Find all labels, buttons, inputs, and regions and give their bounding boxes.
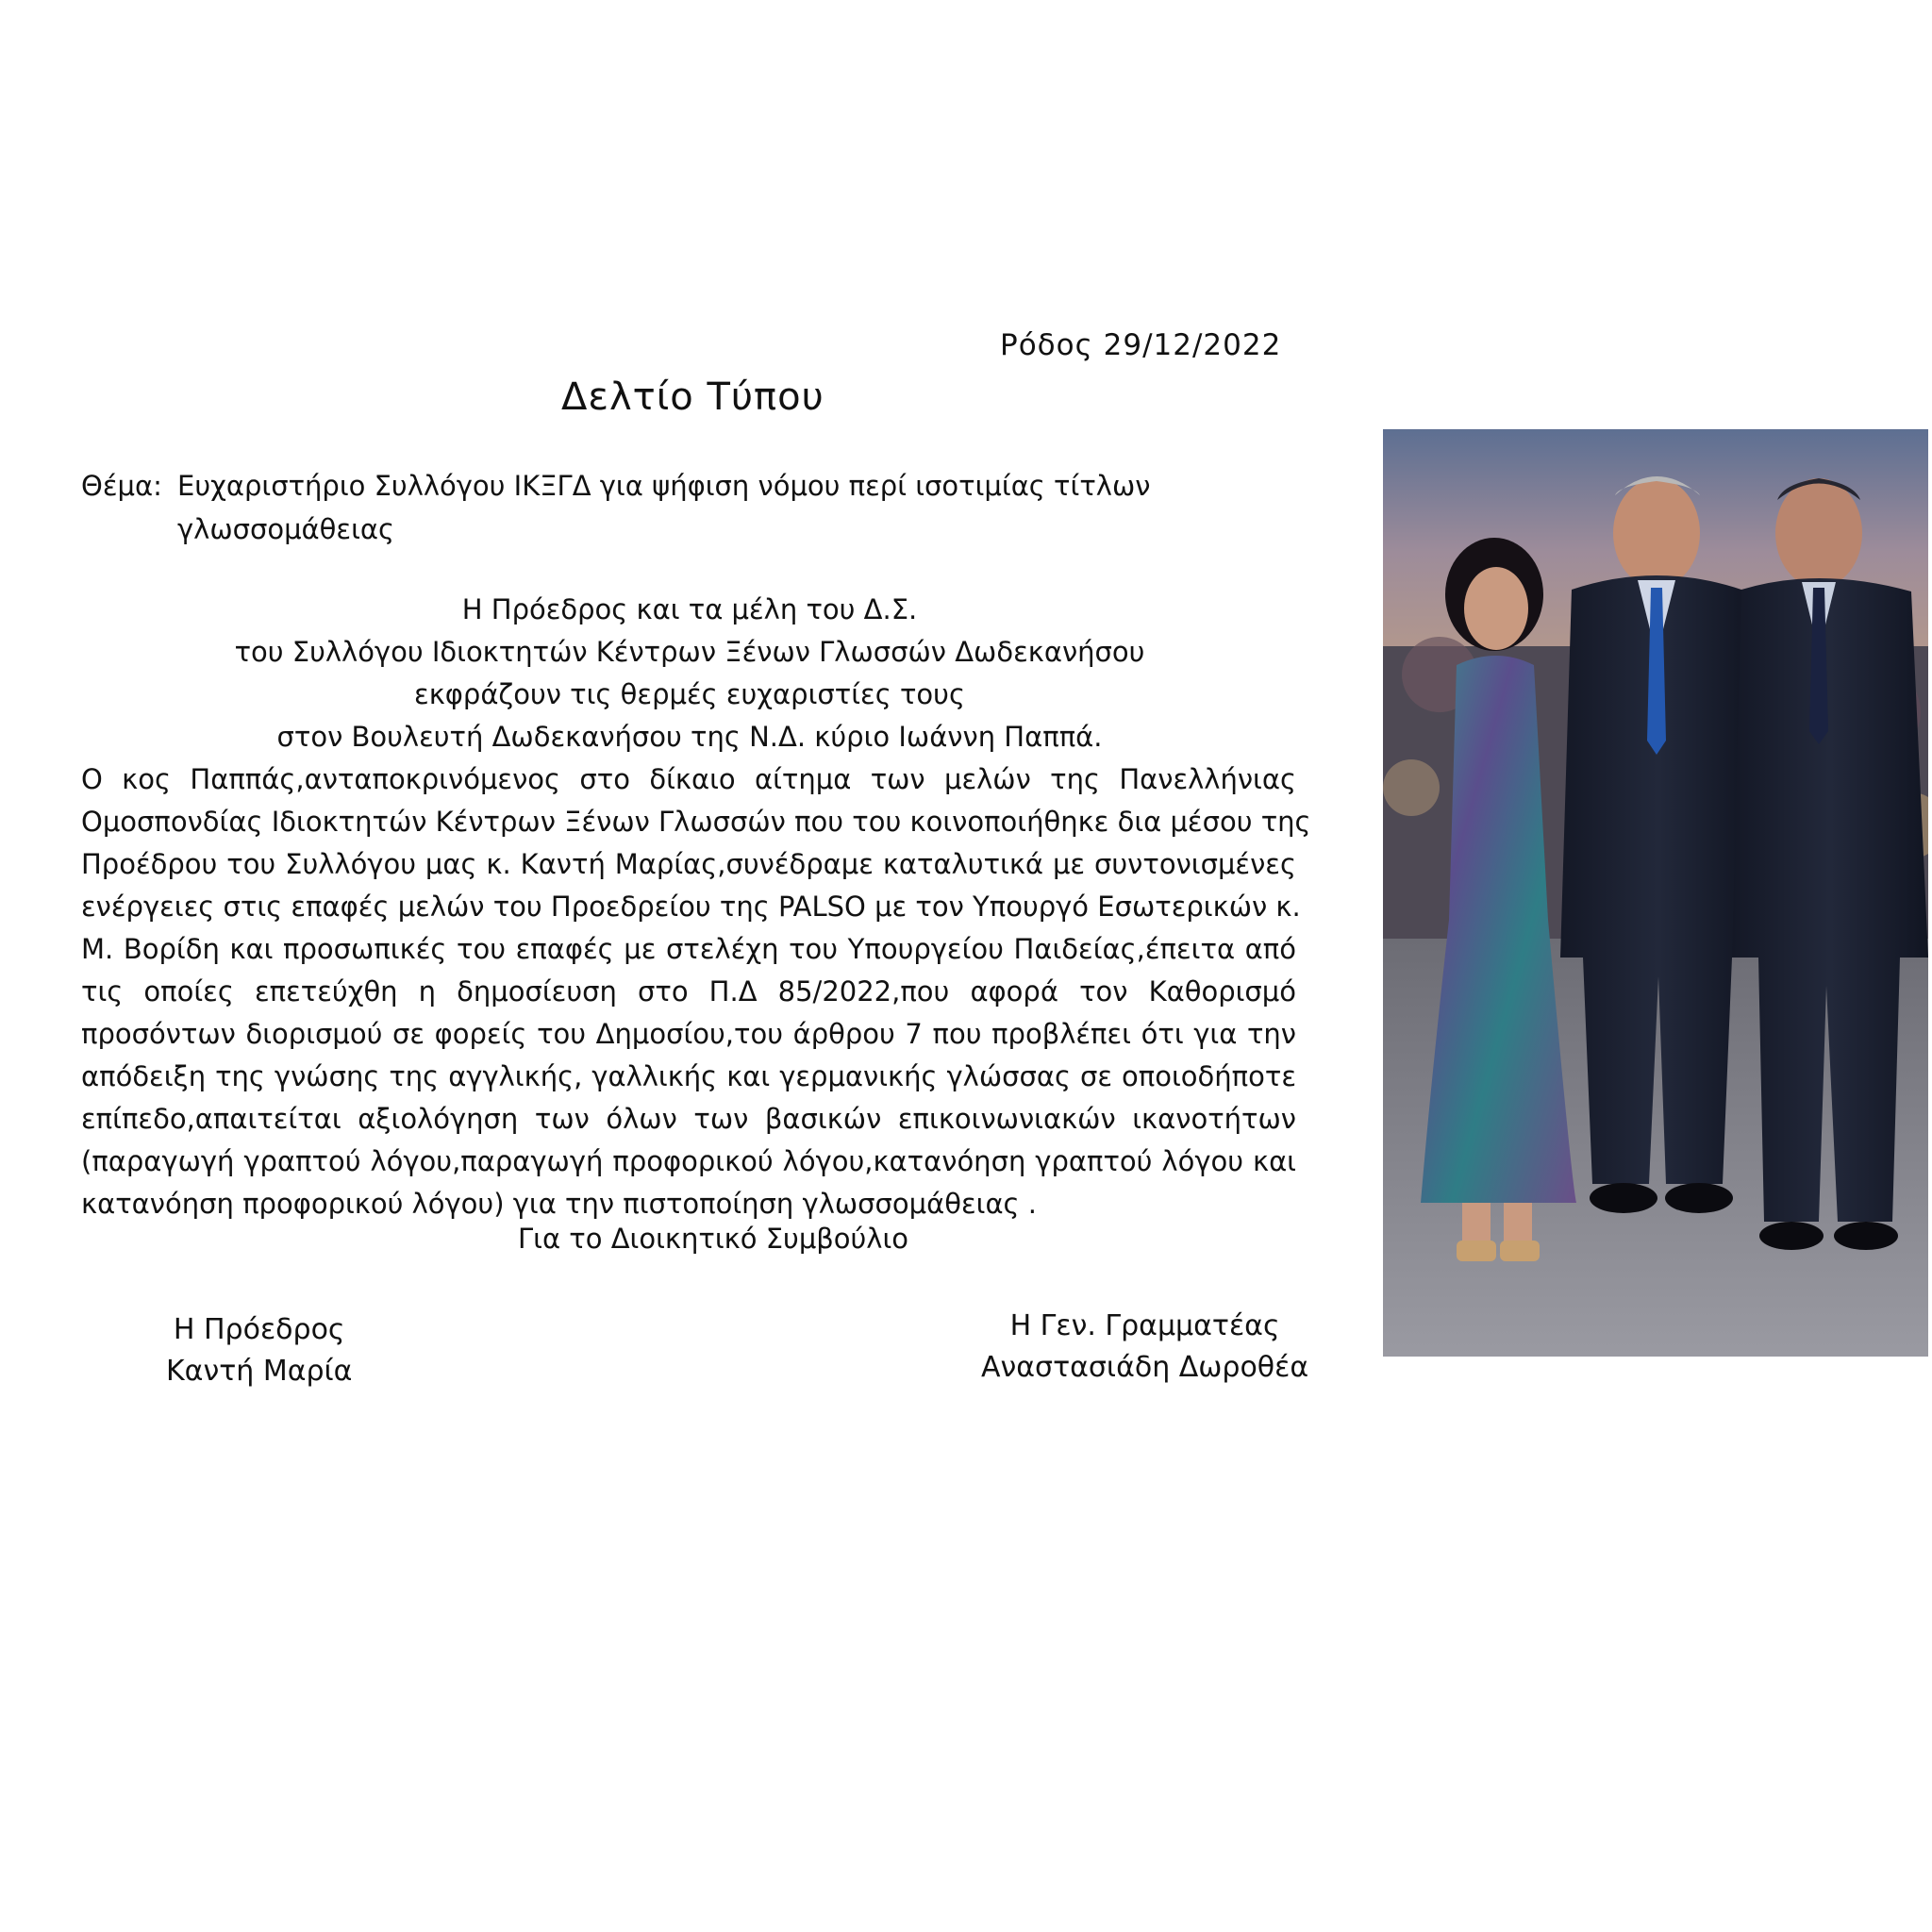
- statement-line: Η Πρόεδρος και τα μέλη του Δ.Σ.: [461, 593, 918, 625]
- subject-label: Θέμα:: [81, 470, 162, 502]
- body-line: Μ. Βορίδη και προσωπικές του επαφές με στελέχη του Υπουργείου Παιδείας,έπειτα από: [81, 933, 1296, 965]
- subject-line-2: γλωσσομάθειας: [177, 513, 395, 545]
- body-line: προσόντων διορισμού σε φορείς του Δημοσίου,του άρθρου 7 που προβλέπει ότι για την: [81, 1018, 1296, 1050]
- body-line: Προέδρου του Συλλόγου μας κ. Καντή Μαρίας,συνέδραμε καταλυτικά με συντονισμένες: [81, 848, 1296, 880]
- secretary-name: Αναστασιάδη Δωροθέα: [981, 1351, 1309, 1384]
- body-line: απόδειξη της γνώσης της αγγλικής, γαλλικής και γερμανικής γλώσσας σε οποιοδήποτε: [81, 1060, 1296, 1092]
- centered-statement: [81, 589, 1298, 758]
- secretary-role: Η Γεν. Γραμματέας: [1009, 1309, 1280, 1342]
- subject-line-1: Ευχαριστήριο Συλλόγου ΙΚΞΓΔ για ψήφιση νόμου περί ισοτιμίας τίτλων: [177, 470, 1151, 502]
- statement-line: στον Βουλευτή Δωδεκανήσου της Ν.Δ. κύριο Ιωάννη Παππά.: [276, 721, 1103, 753]
- body-line: Ομοσπονδίας Ιδιοκτητών Κέντρων Ξένων Γλωσσών που του κοινοποιήθηκε δια μέσου της: [81, 806, 1311, 838]
- signature-president: [166, 1309, 352, 1392]
- statement-line: του Συλλόγου Ιδιοκτητών Κέντρων Ξένων Γλωσσών Δωδεκανήσου: [234, 636, 1145, 668]
- body-line: (παραγωγή γραπτού λόγου,παραγωγή προφορικού λόγου,κατανόηση γραπτού λόγου και: [81, 1145, 1296, 1177]
- document-title: Δελτίο Τύπου: [561, 375, 824, 419]
- president-role: Η Πρόεδρος: [173, 1313, 345, 1346]
- subject-block: [81, 464, 1251, 551]
- closing-line: Για το Διοικητικό Συμβούλιο: [517, 1223, 909, 1255]
- body-line: τις οποίες επετεύχθη η δημοσίευση στο Π.Δ 85/2022,που αφορά τον Καθορισμό: [81, 975, 1296, 1008]
- body-line: Ο κος Παππάς,ανταποκρινόμενος στο δίκαιο αίτημα των μελών της Πανελλήνιας: [81, 763, 1296, 795]
- president-name: Καντή Μαρία: [166, 1355, 353, 1388]
- statement-line: εκφράζουν τις θερμές ευχαριστίες τους: [414, 678, 965, 710]
- body-line: επίπεδο,απαιτείται αξιολόγηση των όλων των βασικών επικοινωνιακών ικανοτήτων: [81, 1103, 1296, 1135]
- group-photo: [1383, 429, 1928, 1357]
- body-line: ενέργειες στις επαφές μελών του Προεδρείου της PALSO με τον Υπουργό Εσωτερικών κ.: [81, 891, 1301, 923]
- body-line: κατανόηση προφορικού λόγου) για την πιστοποίηση γλωσσομάθειας .: [81, 1188, 1038, 1220]
- body-paragraph: [81, 758, 1311, 1225]
- signature-secretary: [981, 1306, 1308, 1389]
- document-date: Ρόδος 29/12/2022: [1000, 328, 1282, 362]
